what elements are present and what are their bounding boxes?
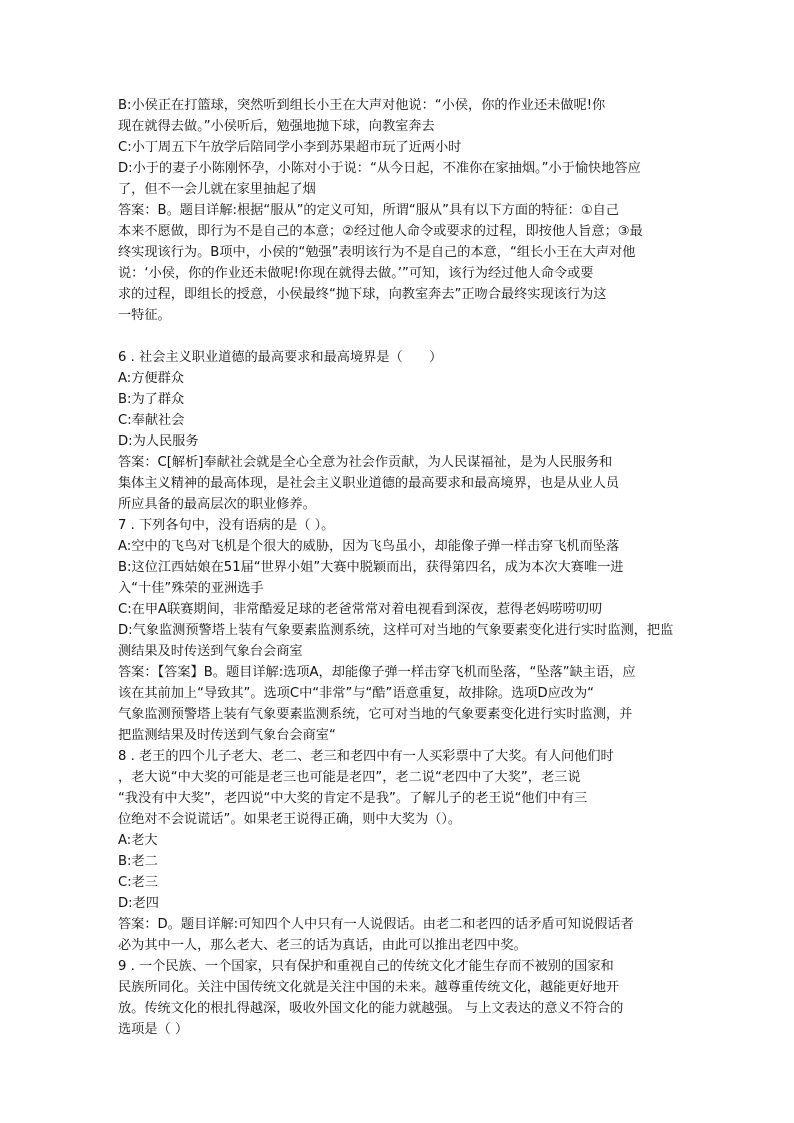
q9-stem-line: 选项是（ ）: [118, 1022, 189, 1037]
q9-stem-line: 9 . 一个民族、一个国家，只有保护和重视自己的传统文化才能生存而不被别的国家和: [118, 959, 614, 974]
q7-optD-line: D:气象监测预警塔上装有气象要素监测系统，这样可对当地的气象要素变化进行实时监测，把监: [118, 623, 674, 638]
q8-optA-line: A:老大: [118, 833, 158, 848]
q9-stem-line: 民族所同化。关注中国传统文化就是关注中国的未来。越尊重传统文化，越能更好地开: [118, 980, 620, 995]
q5-answer-line: 求的过程，即组长的授意，小侯最终“抛下球，向教室奔去”正吻合最终实现该行为这: [118, 287, 607, 302]
q5-optB-line: 现在就得去做。”小侯听后，勉强地抛下球，向教室奔去: [118, 119, 435, 134]
q6-answer-line: 所应具备的最高层次的职业修养。: [118, 497, 316, 512]
q6-optA-line: A:方便群众: [118, 371, 184, 386]
q8-stem-line: 8 . 老王的四个儿子老大、老二、老三和老四中有一人买彩票中了大奖。有人问他们时: [118, 749, 614, 764]
q6-answer-line: 答案：C[解析]奉献社会就是全心全意为社会作贡献，为人民谋福祉，是为人民服务和: [118, 455, 613, 470]
q6-optD-line: D:为人民服务: [118, 434, 199, 449]
q7-optB-line: B:这位江西姑娘在51届“世界小姐”大赛中脱颖而出，获得第四名，成为本次大赛唯一进: [118, 560, 624, 575]
q7-optA-line: A:空中的飞鸟对飞机是个很大的威胁，因为飞鸟虽小，却能像子弹一样击穿飞机而坠落: [118, 539, 620, 554]
q5-optC-line: C:小丁周五下午放学后陪同学小李到苏果超市玩了近两小时: [118, 140, 462, 155]
q7-stem-line: 7 . 下列各句中，没有语病的是（ ）。: [118, 518, 335, 533]
q5-answer-line: 一特征。: [118, 308, 171, 323]
q6-optB-line: B:为了群众: [118, 392, 185, 407]
q8-stem-line: “我没有中大奖”，老四说“中大奖的肯定不是我”。了解儿子的老王说“他们中有三: [118, 791, 588, 806]
q9-stem-line: 放。传统文化的根扎得越深，吸收外国文化的能力就越强。 与上文表达的意义不符合的: [118, 1001, 624, 1016]
q5-optB-line: B:小侯正在打篮球，突然听到组长小王在大声对他说：“小侯，你的作业还未做呢!你: [118, 98, 606, 113]
q5-answer-line: [118, 326, 680, 347]
q7-optC-line: C:在甲A联赛期间，非常酷爱足球的老爸常常对着电视看到深夜，惹得老妈唠唠叨叨: [118, 602, 603, 617]
q7-optD-line: 测结果及时传送到气象台会商室: [118, 644, 303, 659]
q7-answer-line: 答案：【答案】B。题目详解:选项A，却能像子弹一样击穿飞机而坠落，“坠落”缺主语，应: [118, 665, 636, 680]
q7-answer-line: 该在其前加上“导致其”。选项C中“非常”与“酷”语意重复，故排除。选项D应改为“: [118, 686, 594, 701]
q6-optC-line: C:奉献社会: [118, 413, 185, 428]
q8-optB-line: B:老二: [118, 854, 158, 869]
q8-optD-line: D:老四: [118, 896, 159, 911]
document-body: [118, 95, 680, 1040]
q5-answer-line: 说：‘小侯，你的作业还未做呢!你现在就得去做。’”可知，该行为经过他人命令或要: [118, 266, 594, 281]
q8-answer-line: 必为其中一人，那么老大、老三的话为真话，由此可以推出老四中奖。: [118, 938, 527, 953]
q5-answer-line: 终实现该行为。B项中，小侯的“勉强”表明该行为不是自己的本意，“组长小王在大声对他: [118, 245, 636, 260]
q5-answer-line: 答案：B。题目详解:根据“服从”的定义可知，所谓“服从”具有以下方面的特征：①自己: [118, 203, 620, 218]
q8-optC-line: C:老三: [118, 875, 159, 890]
q8-stem-line: ，老大说“中大奖的可能是老三也可能是老四”，老二说“老四中了大奖”，老三说: [118, 770, 581, 785]
q5-optD-line: 了，但不一会儿就在家里抽起了烟: [118, 182, 316, 197]
q5-answer-line: 本来不愿做，即行为不是自己的本意；②经过他人命令或要求的过程，即按他人旨意；③最: [118, 224, 643, 239]
q5-optD-line: D:小于的妻子小陈刚怀孕，小陈对小于说：“从今日起，不准你在家抽烟。”小于愉快地答应: [118, 161, 641, 176]
q6-answer-line: 集体主义精神的最高体现，是社会主义职业道德的最高要求和最高境界，也是从业人员: [118, 476, 620, 491]
q8-answer-line: 答案：D。题目详解:可知四个人中只有一人说假话。由老二和老四的话矛盾可知说假话者: [118, 917, 634, 932]
q6-stem-line: 6 . 社会主义职业道德的最高要求和最高境界是（ ）: [118, 350, 443, 365]
q7-answer-line: 气象监测预警塔上装有气象要素监测系统，它可对当地的气象要素变化进行实时监测，并: [118, 707, 633, 722]
q7-answer-line: 把监测结果及时传送到气象台会商室“: [118, 728, 336, 743]
q7-optB-line: 入“十佳”殊荣的亚洲选手: [118, 581, 264, 596]
q8-stem-line: 位绝对不会说谎话”。如果老王说得正确，则中大奖为（）。: [118, 812, 462, 827]
